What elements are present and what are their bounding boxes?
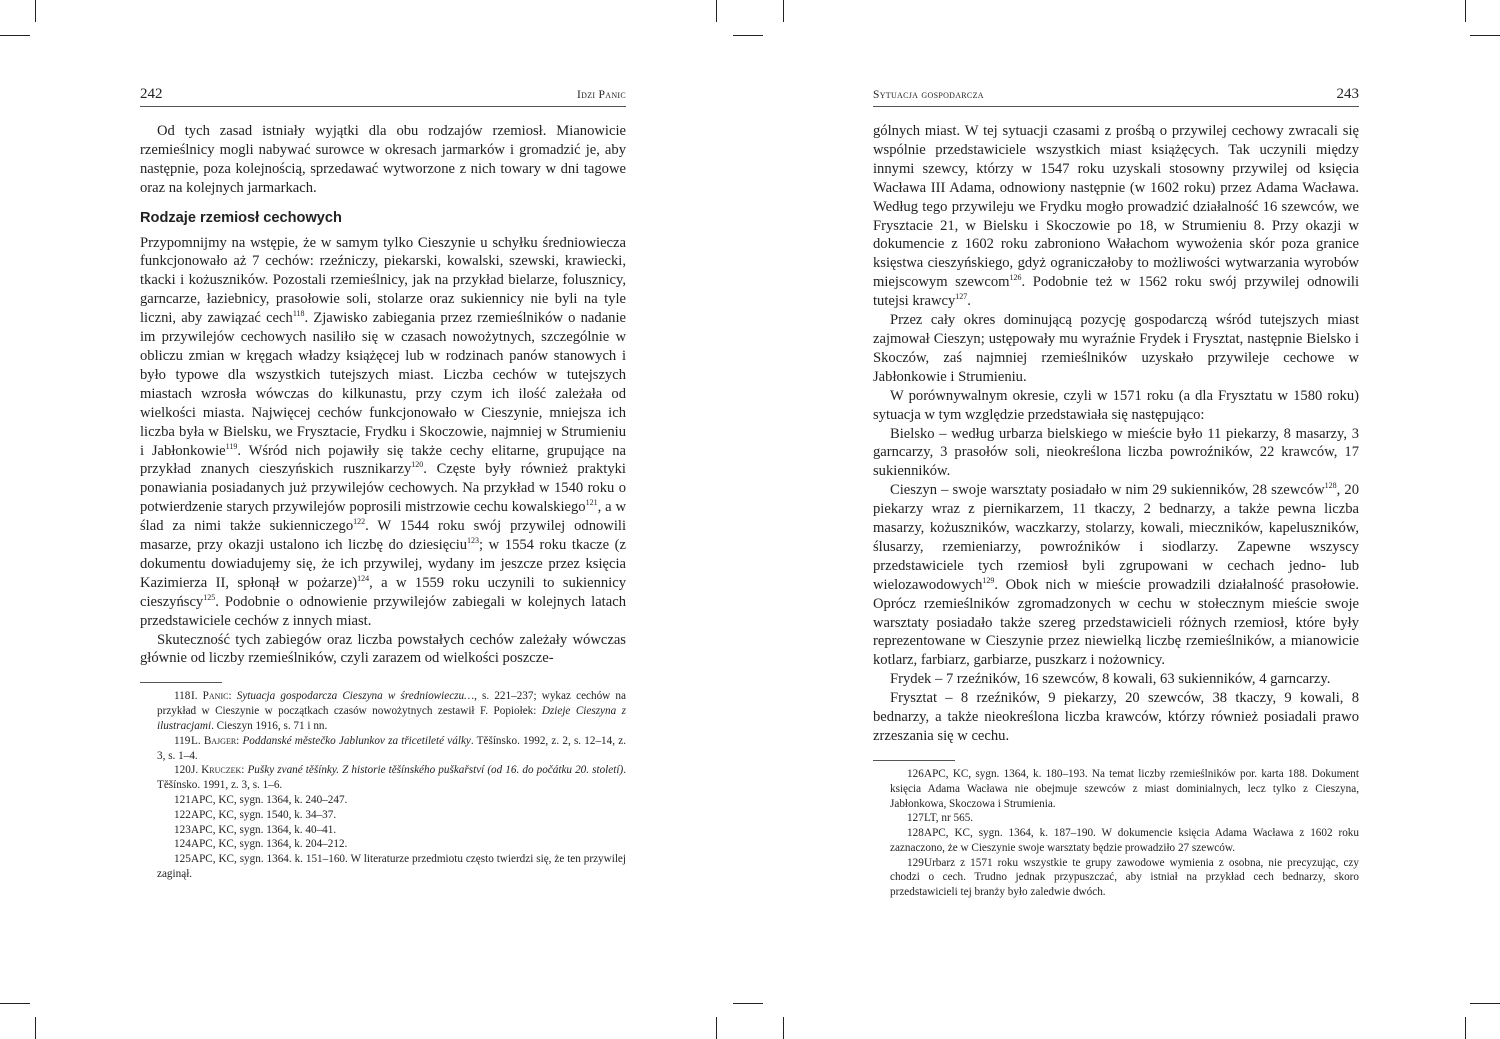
text-run: . Zjawisko zabiegania przez rzemieślników o nadanie im przywilejów cechowych nasiliło się w czasach nowożytnych, szczególnie w obliczu zmian w kręgach władzy książęcej lub w rodzinach panów stanowych i było typowe dla wszystkich tutejszych miast. Liczba cechów w tutejszych miastach wzrosła wówczas do kilkunastu, przy czym ich ilość zależała od wielkości miasta. Najwięcej cechów funkcjonowało w Cieszynie, mniejsza ich liczba była w Bielsku, we Frysztacie, Frydku i Skoczowie, najmniej w Strumieniu i Jabłonkowie (140, 310, 626, 459)
crop-mark (783, 1017, 784, 1039)
footnote (140, 689, 626, 733)
footnote-divider (873, 760, 955, 761)
paragraph (873, 122, 1359, 311)
footnote-text: LT, nr 565. (924, 812, 974, 825)
footnote-number: 123 (174, 823, 191, 836)
footnote (873, 856, 1359, 900)
footnote-number: 121 (174, 793, 191, 806)
text-run: . (967, 293, 971, 310)
paragraph: Bielsko – według urbarza bielskiego w mieście było 11 piekarzy, 8 masarzy, 3 garncarzy, 3 prasołów soli, nieokreślona liczba powroźników, 22 krawców, 17 sukienników. (873, 425, 1359, 480)
text-run: . Podobnie też w 1562 roku swój przywilej odnowili tutejsi krawcy (873, 274, 1359, 310)
crop-mark (716, 1017, 717, 1039)
paragraph: Od tych zasad istniały wyjątki dla obu rodzajów rzemiosł. Mianowicie rzemieślnicy mogli nabywać surowce w okresach jarmarków i gromadzić je, aby następnie, poza kolejnością, sprzedawać wytworzone z nich towary w dni tagowe oraz na kolejnych jarmarkach. (140, 123, 626, 196)
footnote (140, 852, 626, 882)
footnote-text: APC, KC, sygn. 1364. k. 151–160. W literaturze przedmiotu często twierdzi się, że ten przywilej zaginął. (157, 853, 626, 880)
crop-mark (35, 0, 36, 22)
footnote-title: Poddanské městečko Jablunkov za třicetileté války (242, 734, 471, 747)
body-text (140, 122, 626, 882)
text-run: . Obok nich w mieście prowadzili działalność prasołowie. Oprócz rzemieślników zgromadzonych w cechu w stołecznym mieście swoje warsztaty posiadało także szereg przedstawicieli różnych rzemiosł, które były reprezentowane w Cieszynie przez niewielką liczbę rzemieślników, a mianowicie kotlarz, farbiarz, garbiarze, puszkarz i nożownicy. (873, 576, 1359, 669)
paragraph (140, 234, 626, 631)
footnote-ref: 119 (225, 441, 238, 451)
footnote-text: APC, KC, sygn. 1540, k. 34–37. (191, 808, 337, 821)
footnote (140, 734, 626, 764)
left-page (140, 86, 626, 882)
section-heading: Rodzaje rzemiosł cechowych (140, 209, 342, 226)
footnote-text: . Těšínsko. 1992, z. 2, s. 12–14, z. 3, s. 1–4. (157, 734, 626, 762)
footnote-ref: 121 (585, 498, 598, 508)
paragraph: W porównywalnym okresie, czyli w 1571 roku (a dla Frysztatu w 1580 roku) sytuacja w tym względzie przedstawiała się następująco: (873, 387, 1359, 423)
footnote-ref: 125 (203, 592, 216, 602)
footnote-title: Pušky zvané těšínky. Z historie těšínského puškařství (od 16. do počátku 20. století) (247, 764, 624, 777)
footnote (140, 808, 626, 823)
footnote (140, 793, 626, 808)
footnote-number: 122 (174, 808, 191, 821)
footnote-ref: 126 (1009, 273, 1022, 283)
body-text (873, 122, 1359, 900)
footnote (140, 763, 626, 793)
footnote-text: . Cieszyn 1916, s. 71 i nn. (211, 719, 328, 732)
text-run: . Częste były również praktyki ponawiania posiadanych już przywilejów cechowych. Na przykład w 1540 roku o potwierdzenie starych przywilejów poprosili mistrzowie cechu kowalskiego (140, 461, 626, 516)
crop-mark (0, 35, 30, 36)
footnote-text: APC, KC, sygn. 1364, k. 204–212. (191, 838, 348, 851)
footnote-number: 124 (174, 838, 191, 851)
footnote-text: . Těšínsko. 1991, z. 3, s. 1–6. (157, 764, 626, 792)
crop-mark (1465, 0, 1466, 22)
footnote-text: , s. 221–237; wykaz cechów na przykład w Cieszynie w początkach czasów nowożytnych zestawił F. Popiołek: (157, 690, 626, 718)
footnote-text: I. Panic: (191, 690, 237, 703)
paragraph (873, 481, 1359, 670)
crop-mark (1465, 1017, 1466, 1039)
page-header (140, 86, 626, 107)
paragraph: Frysztat – 8 rzeźników, 9 piekarzy, 20 szewców, 38 tkaczy, 9 kowali, 8 bednarzy, a także nieokreślona liczba krawców, którzy również posiadali prawo zrzeszania się w cechu. (873, 690, 1359, 744)
footnote-text: Urbarz z 1571 roku wszystkie te grupy zawodowe wymienia z osobna, nie precyzując, czy chodzi o cech. Trudno jednak przypuszczać, aby istniał na przykład cech bednarzy, skoro przedstawicieli tej branży było zaledwie dwóch. (890, 856, 1359, 899)
footnote-text: APC, KC, sygn. 1364, k. 187–190. W dokumencie księcia Adama Wacława z 1602 roku zaznaczono, że w Cieszynie swoje warsztaty będzie prowadziło 27 szewców. (890, 827, 1359, 854)
footnote (140, 823, 626, 838)
crop-mark (1470, 1003, 1500, 1004)
footnote (873, 826, 1359, 856)
footnote-number: 125 (174, 853, 191, 866)
footnote-number: 120 (174, 764, 191, 777)
page-header (873, 86, 1359, 107)
footnote-number: 128 (907, 827, 924, 840)
footnote-number: 118 (174, 690, 191, 703)
footnote-text: J. Kruczek: (191, 764, 248, 777)
footnote-ref: 120 (411, 460, 424, 470)
page-number: 243 (1336, 86, 1359, 102)
crop-mark (783, 0, 784, 22)
text-run: ; w 1554 roku tkacze (z dokumentu dowiadujemy się, że ich przywilej, wydany im jeszcze przez księcia Kazimierza II, spłonął w pożarze) (140, 537, 626, 591)
text-run: Cieszyn – swoje warsztaty posiadało w nim 29 sukienników, 28 szewców (890, 482, 1325, 499)
footnote-title: Dzieje Cieszyna z ilustracjami (157, 705, 626, 732)
footnote-ref: 122 (353, 517, 366, 527)
crop-mark (716, 0, 717, 22)
paragraph: Przez cały okres dominującą pozycję gospodarczą wśród tutejszych miast zajmował Cieszyn; ustępowały mu wyraźnie Frydek i Frysztat, następnie Bielsko i Skoczów, zaś najmniej rzemieślników uzyskało przywileje cechowe w Jabłonkowie i Strumieniu. (873, 312, 1359, 385)
crop-mark (0, 1003, 30, 1004)
footnote (140, 837, 626, 852)
footnote-divider (140, 682, 222, 683)
crop-mark (35, 1017, 36, 1039)
footnote-ref: 128 (1324, 481, 1337, 491)
footnote (873, 767, 1359, 811)
footnote (873, 811, 1359, 826)
text-run: , 20 piekarzy wraz z piernikarzem, 11 tkaczy, 2 bednarzy, a także pewna liczba masarzy, kożuszników, waczkarzy, stolarzy, kowali, mieczników, kapeluszników, ślusarzy, rzemieniarzy, powroźników i siodlarzy. Zapewne wszyscy przedstawiciele tych rzemiosł byli zgrupowani w cechach jedno- lub wielozawodowych (873, 482, 1360, 593)
footnote-number: 129 (907, 856, 924, 869)
footnote-number: 126 (907, 767, 924, 780)
paragraph: Frydek – 7 rzeźników, 16 szewców, 8 kowali, 63 sukienników, 4 garncarzy. (890, 671, 1331, 688)
running-head: Idzi Panic (577, 89, 626, 101)
footnote-title: Sytuacja gospodarcza Cieszyna w średniowieczu… (236, 690, 475, 703)
text-run: , a w ślad za nimi także sukienniczego (140, 499, 627, 535)
crop-mark (1470, 35, 1500, 36)
text-run: , a w 1559 roku uczynili to sukiennicy cieszyńscy (140, 574, 626, 610)
footnote-ref: 124 (357, 573, 370, 583)
footnote-ref: 127 (955, 292, 968, 302)
footnote-ref: 118 (292, 309, 305, 319)
text-run: . Wśród nich pojawiły się także cechy elitarne, grupujące na przykład znanych cieszyńskich rusznikarzy (140, 442, 626, 478)
footnote-ref: 129 (982, 575, 995, 585)
footnote-text: APC, KC, sygn. 1364, k. 180–193. Na temat liczby rzemieślników por. karta 188. Dokument księcia Adama Wacława nie obejmuje szewców z miast dominialnych, lecz tylko z Cieszyna, Jabłonkowa, Skoczowa i Strumienia. (890, 767, 1359, 810)
text-run: . W 1544 roku swój przywilej odnowili masarze, przy okazji ustalono ich liczbę do dziesięciu (140, 518, 627, 554)
crop-mark (733, 35, 763, 36)
crop-mark (733, 1003, 763, 1004)
text-run: Przypomnijmy na wstępie, że w samym tylko Cieszynie u schyłku średniowiecza funkcjonowało aż 7 cechów: rzeźniczy, piekarski, kowalski, szewski, krawiecki, tkacki i kożuszników. Pozostali rzemieślnicy, jak na przykład bielarze, folusznicy, garncarze, łaziebnicy, prasołowie soli, stolarze oraz sukiennicy nie byli na tyle liczni, aby zawiązać cech (140, 234, 626, 327)
footnote-number: 119 (174, 734, 191, 747)
paragraph: Skuteczność tych zabiegów oraz liczba powstałych cechów zależały wówczas głównie od liczby rzemieślników, czyli zarazem od wielkości poszcze- (140, 631, 626, 667)
right-page (873, 86, 1359, 900)
footnote-number: 127 (907, 812, 924, 825)
footnote-text: L. Bajger: (191, 734, 243, 747)
footnote-text: APC, KC, sygn. 1364, k. 240–247. (191, 793, 348, 806)
page-number: 242 (140, 86, 163, 102)
running-head: Sytuacja gospodarcza (873, 89, 984, 101)
text-run: gólnych miast. W tej sytuacji czasami z prośbą o przywilej cechowy zwracali się wspólnie przedstawiciele wszystkich miast książęcych. Tak uczynili między innymi szewcy, którzy w 1547 roku uzyskali stosowny przywilej od księcia Wacława III Adama, odnowiony następnie (w 1602 roku) przez Adama Wacława. Według tego przywileju we Frydku mogło prowadzić działalność 16 szewców, we Frysztacie 21, w Bielsku i Skoczowie po 18, w Strumieniu 8. Przy okazji w dokumencie z 1602 roku zabroniono Wałachom wywożenia skór poza granice księstwa cieszyńskiego, gdyż ograniczałoby to możliwości wytwarzania wyrobów miejscowym szewcom (873, 123, 1359, 291)
footnotes (873, 767, 1359, 900)
text-run: . Podobnie o odnowienie przywilejów zabiegali w kolejnych latach przedstawiciele cechów z innych miast. (140, 593, 626, 629)
footnotes (140, 689, 626, 881)
footnote-text: APC, KC, sygn. 1364, k. 40–41. (191, 823, 337, 836)
footnote-ref: 123 (467, 536, 480, 546)
